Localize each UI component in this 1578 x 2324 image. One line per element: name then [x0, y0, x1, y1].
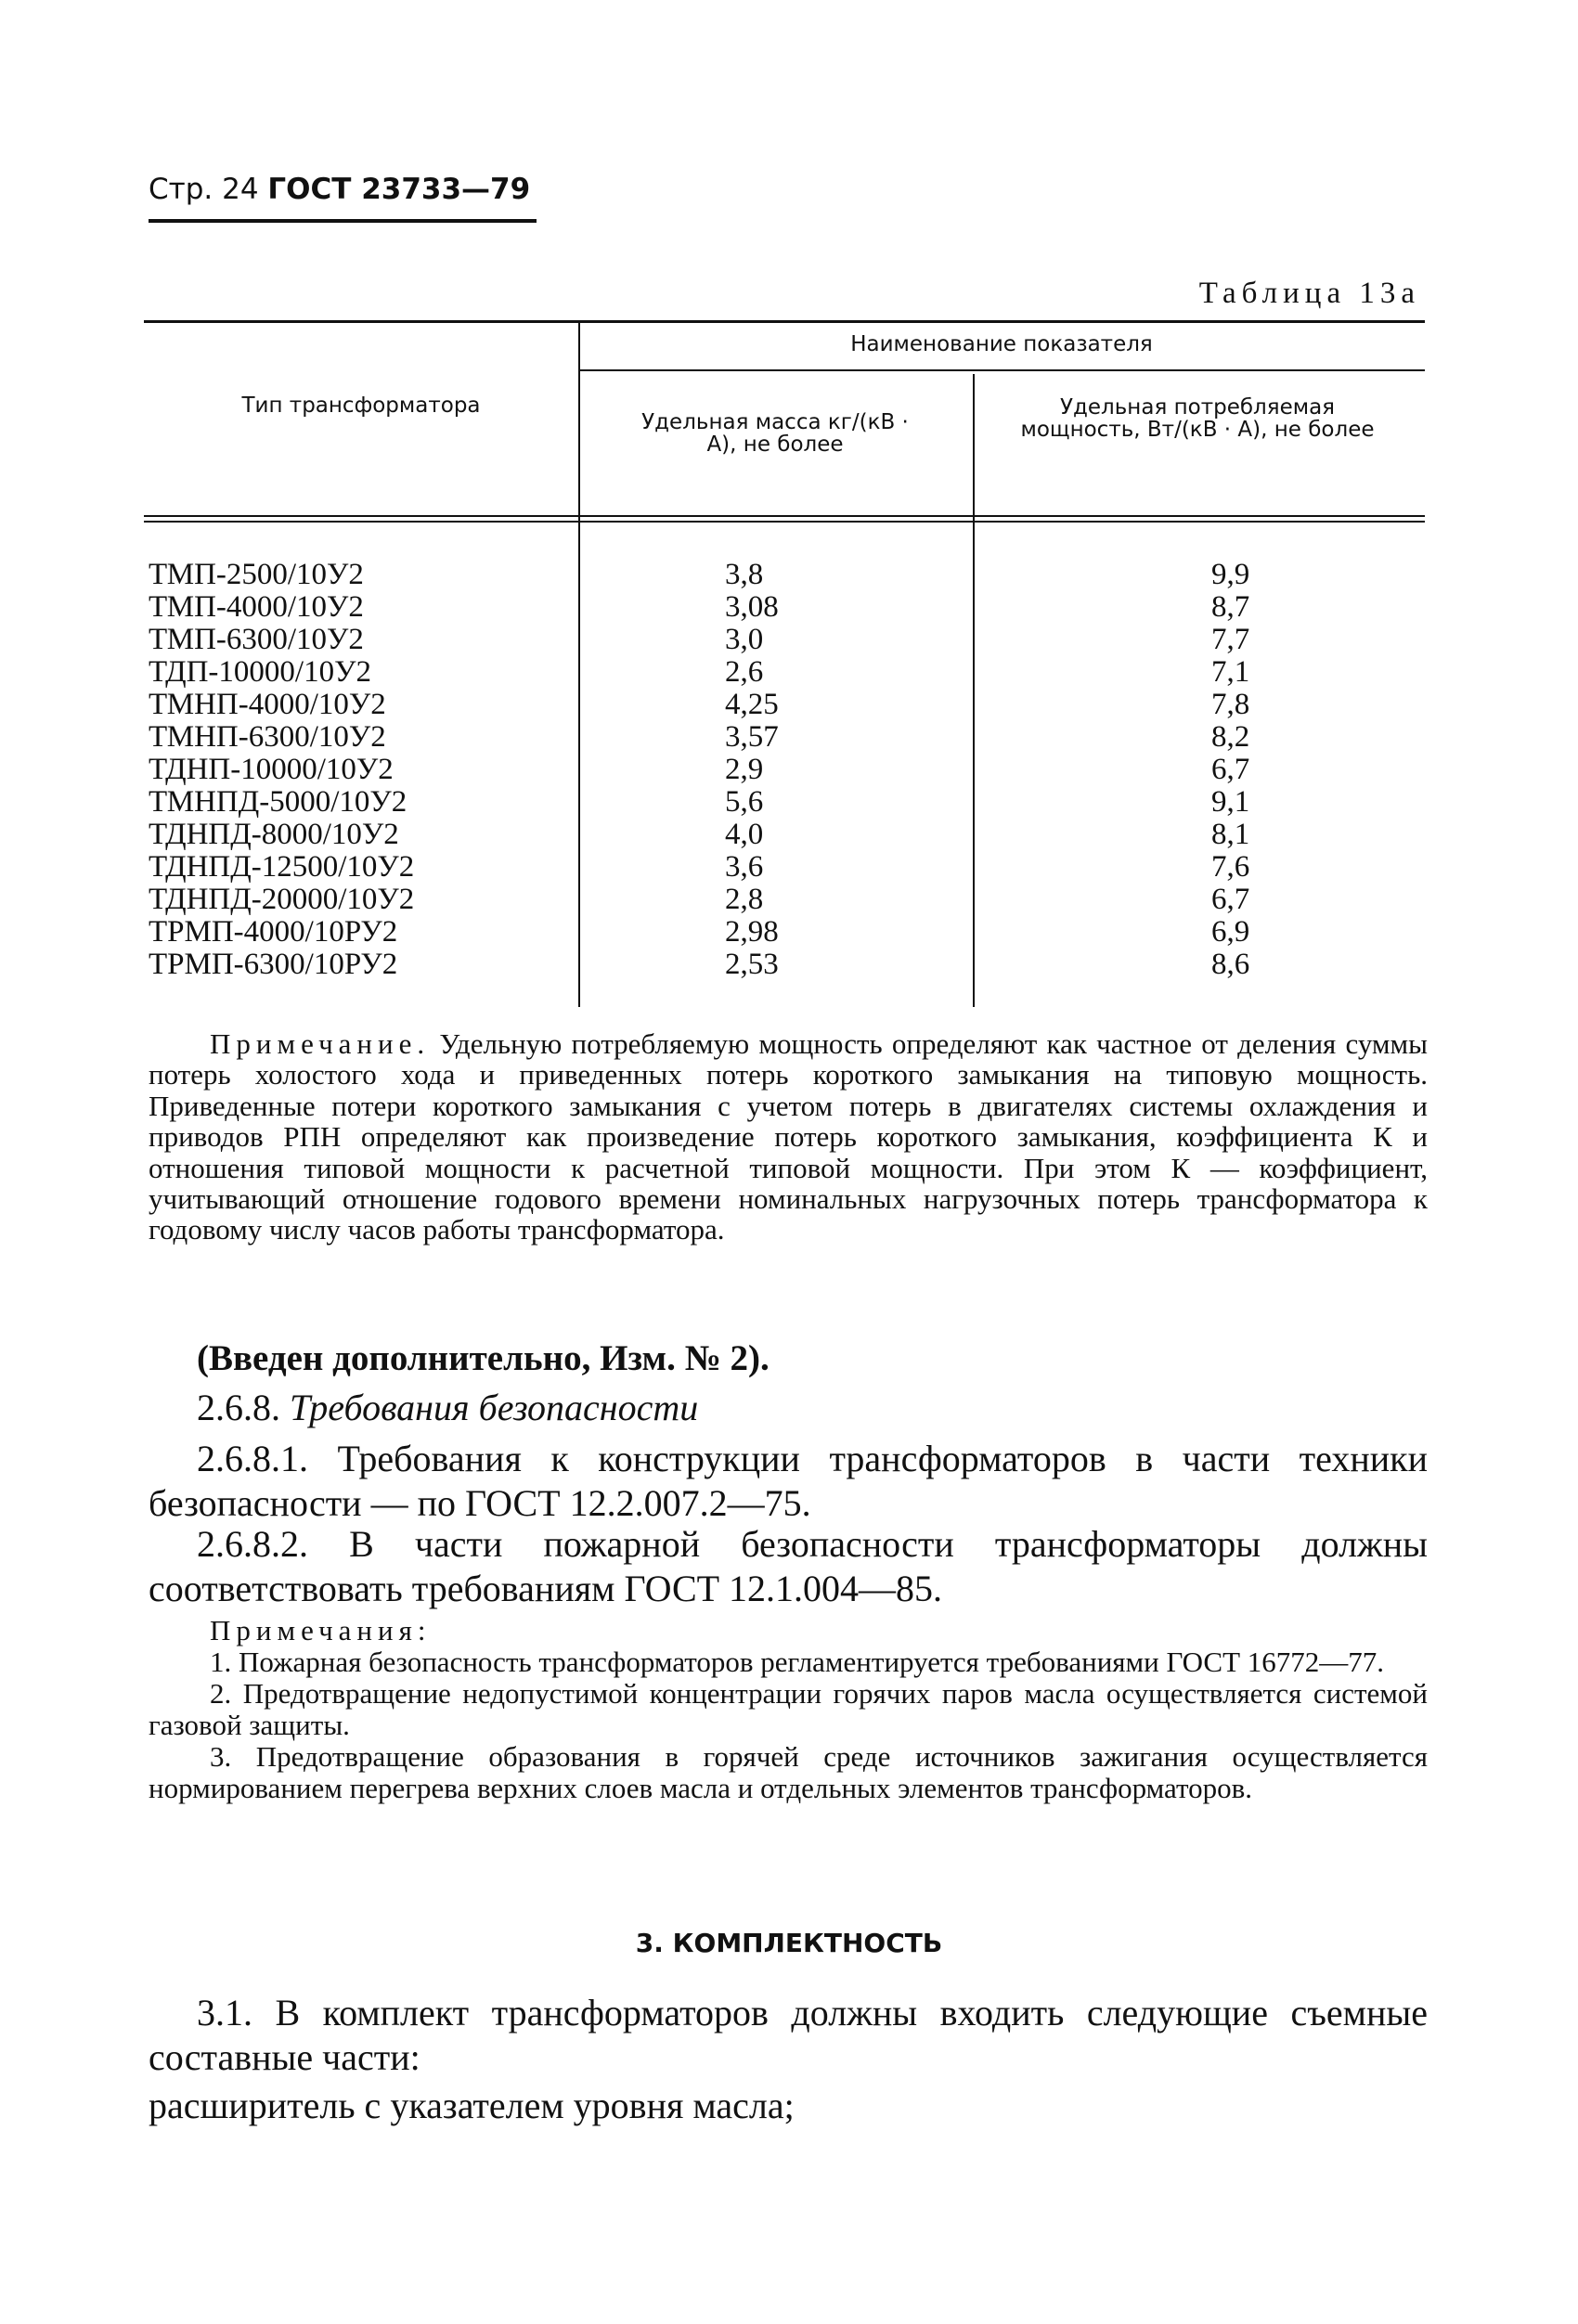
cell-specific-mass: 2,53 [725, 948, 779, 981]
cell-specific-mass: 3,0 [725, 623, 764, 656]
safety-notes-title: Примечания: [210, 1614, 432, 1646]
table-row [144, 754, 1425, 786]
table-row [144, 624, 1425, 656]
cell-specific-power: 7,7 [1211, 623, 1250, 656]
cell-specific-power: 7,8 [1211, 688, 1250, 721]
cell-transformer-type: ТРМП-6300/10РУ2 [149, 948, 398, 981]
cell-transformer-type: ТДНП-10000/10У2 [149, 753, 394, 786]
page-label: Стр. 24 [149, 173, 259, 206]
cell-transformer-type: ТМНП-6300/10У2 [149, 720, 386, 754]
cell-specific-power: 8,2 [1211, 720, 1250, 754]
cell-transformer-type: ТДНПД-12500/10У2 [149, 850, 415, 884]
cell-transformer-type: ТРМП-4000/10РУ2 [149, 915, 398, 949]
col-power-header: Удельная потребляемая мощность, Вт/(кВ · А), не более [1020, 395, 1375, 442]
cell-specific-mass: 5,6 [725, 785, 764, 819]
cell-specific-power: 6,9 [1211, 915, 1250, 949]
cell-transformer-type: ТМП-2500/10У2 [149, 558, 364, 591]
cell-transformer-type: ТМП-6300/10У2 [149, 623, 364, 656]
table-row [144, 656, 1425, 689]
table-row [144, 559, 1425, 591]
cell-specific-mass: 4,25 [725, 688, 779, 721]
safety-note-3: 3. Предотвращение образования в горячей среде источников зажигания осуществляется нормированием перегрева верхних слоев масла и отдельных элементов трансформаторов. [149, 1740, 1428, 1804]
cell-specific-mass: 2,98 [725, 915, 779, 949]
cell-transformer-type: ТДНПД-8000/10У2 [149, 818, 399, 851]
table-note [149, 1028, 1428, 1246]
cell-specific-power: 7,6 [1211, 850, 1250, 884]
cell-specific-power: 9,1 [1211, 785, 1250, 819]
table-body [144, 559, 1425, 981]
safety-note-1: 1. Пожарная безопасность трансформаторов регламентируется требованиями ГОСТ 16772—77. [210, 1646, 1385, 1678]
table-row [144, 949, 1425, 981]
header-separator [144, 515, 1425, 517]
section-2-6-8-title: Требования безопасности [290, 1387, 699, 1428]
table-row [144, 591, 1425, 624]
cell-specific-power: 6,7 [1211, 753, 1250, 786]
section-3-1: 3.1. В комплект трансформаторов должны входить следующие съемные составные части: [149, 1992, 1428, 2078]
safety-notes [149, 1615, 1428, 1804]
cell-specific-power: 7,1 [1211, 655, 1250, 689]
amendment-note: (Введен дополнительно, Изм. № 2). [197, 1338, 770, 1378]
table-row [144, 851, 1425, 884]
header-separator-double [144, 521, 1425, 523]
table-row [144, 721, 1425, 754]
cell-specific-mass: 4,0 [725, 818, 764, 851]
cell-specific-power: 8,1 [1211, 818, 1250, 851]
section-3-title: 3. КОМПЛЕКТНОСТЬ [635, 1928, 943, 1958]
cell-transformer-type: ТДНПД-20000/10У2 [149, 883, 415, 916]
gost-number: ГОСТ 23733—79 [267, 173, 531, 206]
table-row [144, 884, 1425, 916]
table-row [144, 689, 1425, 721]
group-header: Наименование показателя [850, 332, 1153, 356]
cell-transformer-type: ТМП-4000/10У2 [149, 590, 364, 624]
section-3-1-item: расширитель с указателем уровня масла; [149, 2085, 795, 2126]
section-2-6-8-1: 2.6.8.1. Требования к конструкции трансформаторов в части техники безопасности — по ГОСТ 12.2.007.2—75. [149, 1438, 1428, 1524]
cell-specific-mass: 3,6 [725, 850, 764, 884]
cell-specific-mass: 2,6 [725, 655, 764, 689]
group-header-rule [578, 369, 1425, 371]
page-header [149, 173, 530, 206]
section-2-6-8 [149, 1386, 1428, 1430]
section-2-6-8-number: 2.6.8. [197, 1387, 280, 1428]
cell-transformer-type: ТДП-10000/10У2 [149, 655, 371, 689]
cell-specific-mass: 2,8 [725, 883, 764, 916]
col-type-header: Тип трансформатора [241, 394, 481, 418]
cell-specific-power: 8,6 [1211, 948, 1250, 981]
cell-transformer-type: ТМНПД-5000/10У2 [149, 785, 407, 819]
note-label: Примечание. [210, 1027, 431, 1060]
cell-specific-power: 9,9 [1211, 558, 1250, 591]
table-row [144, 786, 1425, 819]
table-caption: Таблица 13а [1198, 277, 1420, 310]
table-row [144, 819, 1425, 851]
header-rule [149, 219, 537, 223]
section-2-6-8-2: 2.6.8.2. В части пожарной безопасности трансформаторы должны соответствовать требованиям ГОСТ 12.1.004—85. [149, 1523, 1428, 1609]
cell-specific-mass: 3,8 [725, 558, 764, 591]
table-row [144, 916, 1425, 949]
cell-specific-mass: 3,08 [725, 590, 779, 624]
col-mass-header: Удельная масса кг/(кВ · А), не более [641, 410, 909, 457]
note-text: Удельную потребляемую мощность определяют как частное от деления суммы потерь холостого хода и приведенных потерь короткого замыкания на типовую мощность. Приведенные потери короткого замыкания с учетом потерь в двигателях системы охлаждения и приводов РПН определяют как произведение потерь короткого замыкания, коэффициента К и отношения типовой мощности к расчетной типовой мощности. При этом К — коэффициент, учитывающий отношение годового времени номинальных нагрузочных потерь трансформатора к годовому числу часов работы трансформатора. [149, 1027, 1428, 1246]
cell-transformer-type: ТМНП-4000/10У2 [149, 688, 386, 721]
cell-specific-power: 8,7 [1211, 590, 1250, 624]
cell-specific-mass: 2,9 [725, 753, 764, 786]
cell-specific-power: 6,7 [1211, 883, 1250, 916]
safety-note-2: 2. Предотвращение недопустимой концентрации горячих паров масла осуществляется системой газовой защиты. [149, 1677, 1428, 1741]
table-top-rule [144, 320, 1425, 323]
cell-specific-mass: 3,57 [725, 720, 779, 754]
